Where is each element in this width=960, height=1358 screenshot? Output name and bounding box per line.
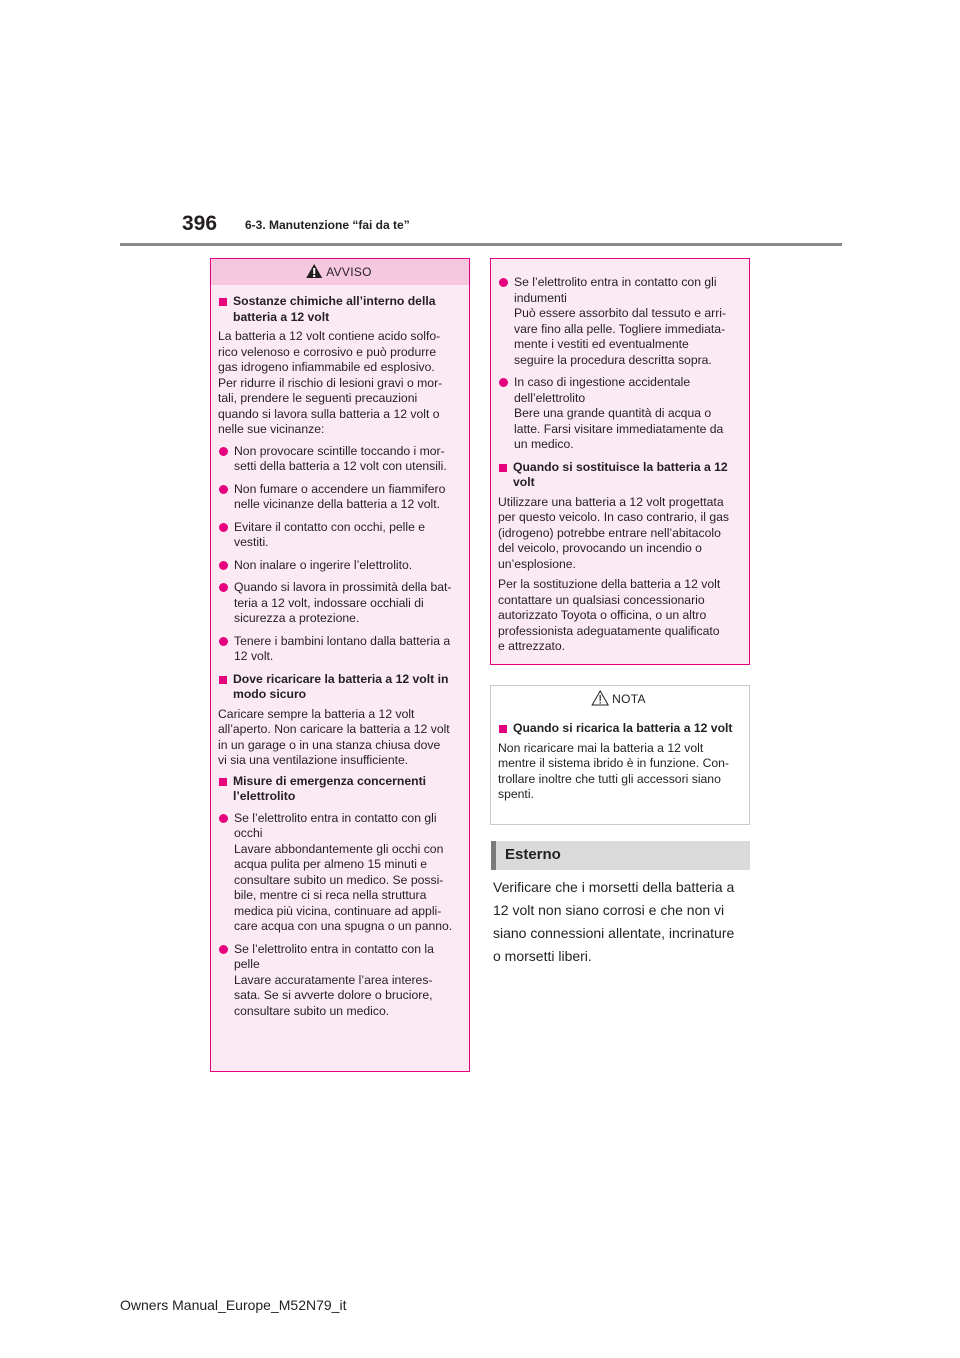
bullet-item: [218, 558, 461, 574]
subsection-heading-text: Dove ricaricare la batteria a 12 volt in modo sicuro: [233, 671, 449, 701]
bullet-text: Non fumare o accendere un fiammifero nelle vicinanze della batteria a 12 volt.: [234, 481, 446, 511]
warning-label: AVVISO: [308, 265, 372, 279]
bullet-text: Se l’elettrolito entra in contatto con gli indumenti Può essere assorbito dal tessuto e arri- vare fino alla pelle. Togliere immediata- mente i vestiti ed eventualmente seguire la procedura descritta sopra.: [514, 275, 727, 367]
subsection-heading-text: Quando si ricarica la batteria a 12 volt: [513, 721, 733, 735]
outside-body-text: Verificare che i morsetti della batteria a 12 volt non siano corrosi e che non vi siano connessioni allentate, incrinature o morsetti liberi.: [493, 879, 735, 964]
round-bullet-icon: [219, 637, 228, 646]
bullet-item: [218, 942, 461, 1020]
bullet-item: [218, 811, 461, 935]
square-bullet-icon: [219, 298, 227, 306]
paragraph: Per la sostituzione della batteria a 12 volt contattare un qualsiasi concessionario autorizzato Toyota o officina, o un altro professionista adeguatamente qualificato e attrezzato.: [498, 577, 721, 653]
subsection-heading: [218, 294, 461, 325]
round-bullet-icon: [219, 523, 228, 532]
warning-box-continued: [490, 258, 750, 665]
warning-content: [211, 285, 469, 1032]
warning-triangle-icon: [305, 263, 323, 279]
subsection-heading-text: Sostanze chimiche all’interno della batteria a 12 volt: [233, 294, 436, 324]
bullet-item: [498, 275, 741, 368]
square-bullet-icon: [219, 778, 227, 786]
round-bullet-icon: [219, 561, 228, 570]
bullet-text: Evitare il contatto con occhi, pelle e vestiti.: [234, 519, 426, 549]
outside-heading: Esterno: [505, 846, 561, 863]
footer-text: Owners Manual_Europe_M52N79_it: [120, 1297, 347, 1313]
warning-continued-content: [491, 262, 749, 666]
section-bar: [491, 841, 496, 870]
bullet-text: Tenere i bambini lontano dalla batteria a 12 volt.: [234, 633, 451, 663]
bullet-text: Se l’elettrolito entra in contatto con la pelle Lavare accuratamente l’area interes- sata. Se si avverte dolore o bruciore, consultare subito un medico.: [234, 941, 434, 1018]
bullet-item: [218, 482, 461, 513]
round-bullet-icon: [219, 945, 228, 954]
bullet-item: [218, 580, 461, 627]
warning-box: [210, 258, 470, 1072]
subsection-heading: [218, 672, 461, 703]
bullet-text: In caso di ingestione accidentale dell’elettrolito Bere una grande quantità di acqua o latte. Farsi visitare immediatamente da un medico.: [514, 375, 724, 451]
subsection-heading: [498, 460, 741, 491]
note-box: [490, 685, 750, 825]
caution-triangle-icon: [591, 690, 609, 706]
round-bullet-icon: [499, 278, 508, 287]
bullet-item: [218, 444, 461, 475]
subsection-heading: [498, 721, 741, 737]
round-bullet-icon: [219, 485, 228, 494]
subsection-heading-text: Misure di emergenza concernenti l’elettrolito: [233, 773, 427, 803]
subsection-heading-text: Quando si sostituisce la batteria a 12 volt: [513, 459, 728, 489]
paragraph: La batteria a 12 volt contiene acido solfo- rico velenoso e corrosivo e può produrre gas idrogeno infiammabile ed esplosivo. Per ridurre il rischio di lesioni gravi o mor- tali, prendere le seguenti precauzioni quando si lavora sulla batteria a 12 volt o nelle sue vicinanze:: [218, 329, 443, 436]
paragraph: Utilizzare una batteria a 12 volt progettata per questo veicolo. In caso contrario, il gas (idrogeno) potrebbe entrare nell’abitacolo del veicolo, provocando un incendio o un’esplosione.: [498, 494, 730, 571]
warning-box-header: [211, 259, 469, 285]
round-bullet-icon: [219, 447, 228, 456]
note-box-header: [491, 686, 749, 712]
header-rule: [120, 243, 842, 246]
paragraph: Non ricaricare mai la batteria a 12 volt mentre il sistema ibrido è in funzione. Con- trollare inoltre che tutti gli accessori siano spenti.: [498, 740, 729, 801]
bullet-text: Non provocare scintille toccando i mor- setti della batteria a 12 volt con utensili.: [234, 443, 447, 473]
square-bullet-icon: [499, 725, 507, 733]
note-label: NOTA: [594, 692, 646, 706]
round-bullet-icon: [219, 583, 228, 592]
note-content: [491, 712, 749, 814]
round-bullet-icon: [219, 814, 228, 823]
subsection-heading: [218, 774, 461, 805]
bullet-item: [498, 375, 741, 453]
bullet-item: [218, 634, 461, 665]
bullet-text: Se l’elettrolito entra in contatto con gli occhi Lavare abbondantemente gli occhi con acqua pulita per almeno 15 minuti e consultare subito un medico. Se possi- bile, mentre ci si reca nella struttura medica più vicina, continuare ad appli- care acqua con una spugna o un panno.: [234, 810, 453, 933]
square-bullet-icon: [499, 464, 507, 472]
page-number: 396: [182, 212, 218, 235]
bullet-text: Non inalare o ingerire l’elettrolito.: [234, 557, 413, 572]
section-title: 6-3. Manutenzione “fai da te”: [245, 218, 410, 232]
round-bullet-icon: [499, 378, 508, 387]
square-bullet-icon: [219, 676, 227, 684]
outside-section-header: [491, 841, 750, 870]
paragraph: Caricare sempre la batteria a 12 volt all’aperto. Non caricare la batteria a 12 volt in un garage o in una stanza chiusa dove vi sia una ventilazione insufficiente.: [218, 706, 450, 767]
bullet-item: [218, 520, 461, 551]
bullet-text: Quando si lavora in prossimità della bat- teria a 12 volt, indossare occhiali di sicurezza a protezione.: [234, 580, 452, 625]
